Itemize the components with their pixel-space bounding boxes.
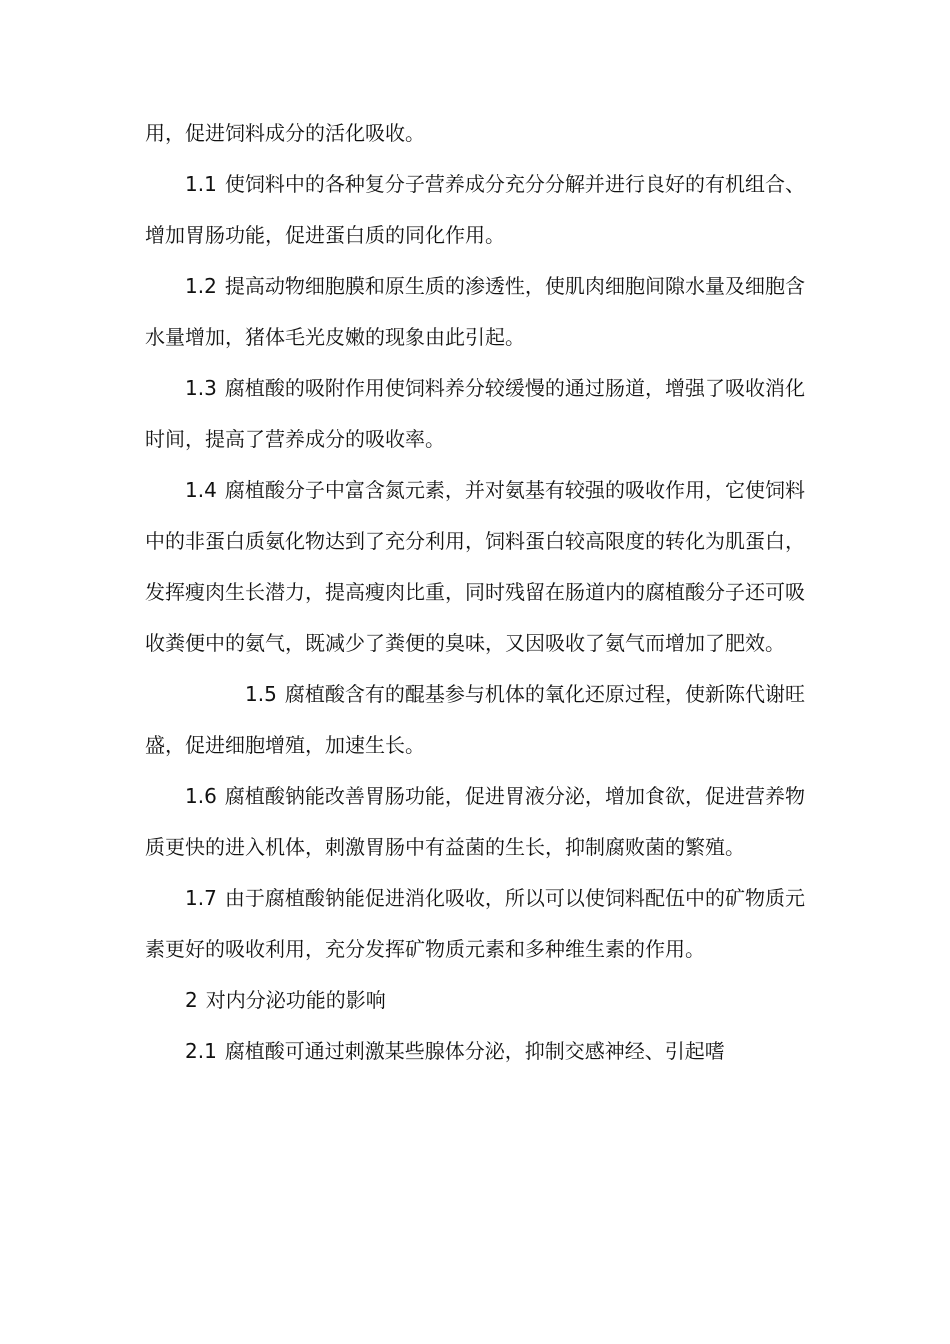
section-number: 1.1 [185,172,217,196]
section-number: 1.5 [245,682,277,706]
paragraph-text: 腐植酸钠能改善胃肠功能，促进胃液分泌，增加食欲，促进营养物质更快的进入机体，刺激胃肠中有益菌的生长，抑制腐败菌的繁殖。 [145,784,805,859]
section-number: 2 [185,988,198,1012]
paragraph-1-6 [145,771,805,873]
section-heading-text: 对内分泌功能的影响 [205,988,386,1012]
section-number: 1.7 [185,886,217,910]
paragraph-text: 使饲料中的各种复分子营养成分充分分解并进行良好的有机组合、增加胃肠功能，促进蛋白质的同化作用。 [145,172,805,247]
section-number: 1.6 [185,784,217,808]
section-number: 1.2 [185,274,217,298]
section-heading-2 [145,975,805,1026]
paragraph-text: 由于腐植酸钠能促进消化吸收，所以可以使饲料配伍中的矿物质元素更好的吸收利用，充分发挥矿物质元素和多种维生素的作用。 [145,886,805,961]
paragraph-text: 腐植酸分子中富含氮元素，并对氨基有较强的吸收作用，它使饲料中的非蛋白质氨化物达到了充分利用，饲料蛋白较高限度的转化为肌蛋白，发挥瘦肉生长潜力，提高瘦肉比重，同时残留在肠道内的腐植酸分子还可吸收粪便中的氨气，既减少了粪便的臭味，又因吸收了氨气而增加了肥效。 [145,478,805,655]
paragraph-continuation [145,108,805,159]
paragraph-1-1 [145,159,805,261]
paragraph-text: 用，促进饲料成分的活化吸收。 [145,121,425,145]
paragraph-1-3 [145,363,805,465]
paragraph-text: 腐植酸的吸附作用使饲料养分较缓慢的通过肠道，增强了吸收消化时间，提高了营养成分的吸收率。 [145,376,805,451]
paragraph-1-5 [145,669,805,771]
paragraph-text: 腐植酸含有的醌基参与机体的氧化还原过程，使新陈代谢旺盛，促进细胞增殖，加速生长。 [145,682,805,757]
section-number: 1.3 [185,376,217,400]
paragraph-2-1 [145,1026,805,1077]
section-number: 1.4 [185,478,217,502]
paragraph-text: 提高动物细胞膜和原生质的渗透性，使肌肉细胞间隙水量及细胞含水量增加，猪体毛光皮嫩的现象由此引起。 [145,274,805,349]
section-number: 2.1 [185,1039,217,1063]
document-body [145,108,805,1077]
paragraph-1-7 [145,873,805,975]
paragraph-text: 腐植酸可通过刺激某些腺体分泌，抑制交感神经、引起嗜 [224,1039,725,1063]
paragraph-1-4 [145,465,805,669]
paragraph-1-2 [145,261,805,363]
